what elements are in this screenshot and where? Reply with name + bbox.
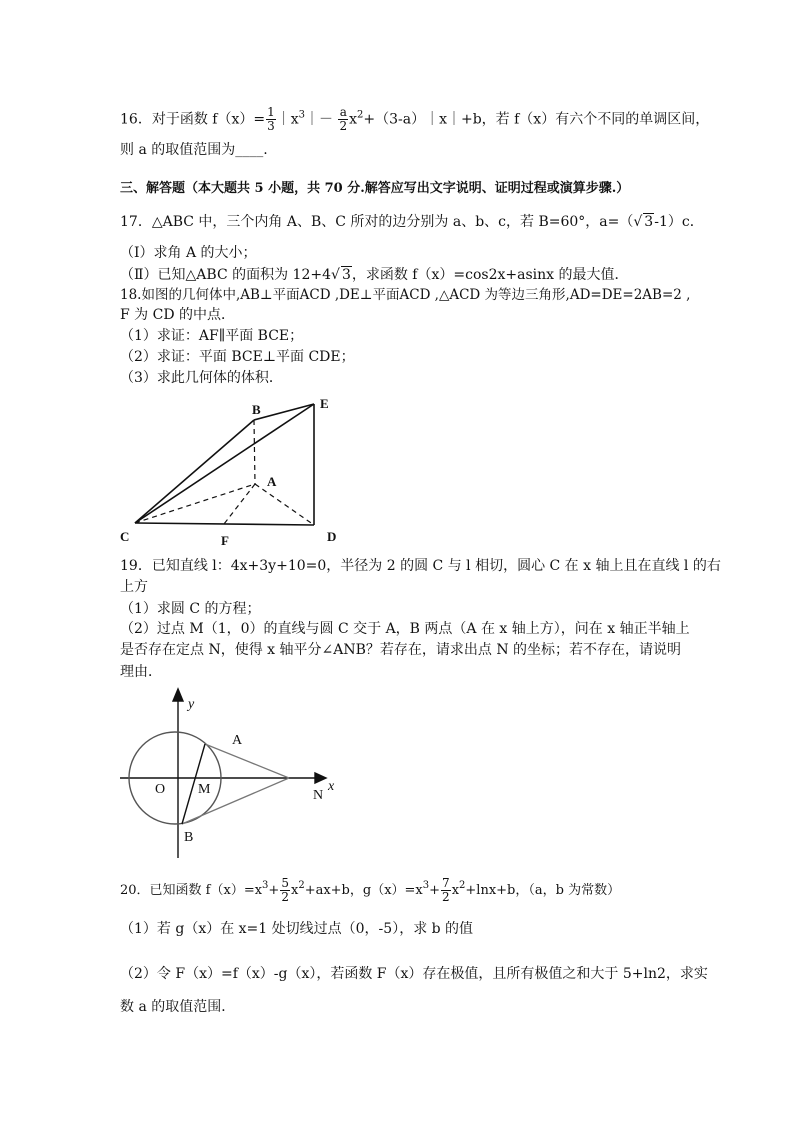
q16-exp2: 2 [357, 109, 364, 121]
q20-e2: 2 [298, 880, 305, 891]
label-x: x [328, 779, 335, 794]
q16-line2: 则 a 的取值范围为____. [120, 142, 268, 158]
q17-part2-sqrt: 3 [341, 267, 351, 283]
q20-mid1: x [290, 883, 299, 898]
label-E: E [320, 396, 329, 411]
q19-p1: （1）求圆 C 的方程； [120, 601, 261, 617]
q17-suffix: -1）c． [654, 214, 704, 230]
q16-exp3: 3 [298, 109, 305, 121]
q20-e4: 2 [459, 880, 466, 891]
q16-prefix: 16．对于函数 f（x）= [120, 111, 266, 128]
q16-f2-den: 2 [339, 119, 348, 133]
label-B2: B [184, 830, 194, 845]
q16-f2-num: a [339, 105, 347, 119]
q18-p1: （1）求证：AF∥平面 BCE； [120, 328, 304, 344]
q20-plus2: + [429, 883, 441, 898]
q20-f2-den: 2 [442, 890, 450, 904]
q17-part1: （Ⅰ）求角 A 的大小； [120, 245, 257, 261]
q20-plus1: + [268, 883, 280, 898]
q20-line1 [120, 877, 620, 904]
q19-p2c: 理由． [120, 664, 162, 680]
q20-fraction-1 [280, 877, 290, 904]
q19-p2b: 是否存在定点 N，使得 x 轴平分∠ANB？若存在，请求出点 N 的坐标；若不存在，请说明 [120, 642, 682, 658]
q17-sqrt: 3 [644, 214, 654, 230]
q20-suffix: +lnx+b，（a，b 为常数） [465, 883, 621, 898]
q19-line2: 上方 [120, 579, 148, 595]
q18-line1: 18.如图的几何体中,AB⊥平面ACD ,DE⊥平面ACD ,△ACD 为等边三角形,AD=DE=2AB=2 , [120, 287, 691, 303]
q18-p2: （2）求证：平面 BCE⊥平面 CDE； [120, 349, 355, 365]
label-A: A [267, 474, 277, 489]
q20-e1: 3 [262, 880, 269, 891]
label-B: B [252, 402, 261, 417]
x-axis-arrow [315, 773, 326, 783]
q20-fraction-2 [441, 877, 451, 904]
q20-p2b: 数 a 的取值范围． [120, 999, 236, 1015]
q16-f1-den: 3 [267, 119, 275, 133]
q20-mid3: x [451, 883, 460, 898]
label-O: O [155, 782, 166, 797]
q17-part2-prefix: （Ⅱ）已知△ABC 的面积为 12+4 [120, 267, 332, 283]
q20-mid2: +ax+b，g（x）=x [304, 883, 423, 898]
q19-line1: 19．已知直线 l：4x+3y+10=0，半径为 2 的圆 C 与 l 相切，圆心 C 在 x 轴上且在直线 l 的右 [120, 558, 721, 574]
q17-prefix: 17．△ABC 中，三个内角 A、B、C 所对的边分别为 a、b、c，若 B=60°，a=（ [120, 214, 634, 230]
q16-abs-open: ｜x [276, 111, 299, 128]
q17-part2-suffix: ，求函数 f（x）=cos2x+asinx 的最大值． [351, 267, 629, 283]
q17-line1: 17．△ABC 中，三个内角 A、B、C 所对的边分别为 a、b、c，若 B=60°，a=（√ 3-1）c． [120, 214, 704, 230]
label-M: M [198, 782, 211, 797]
q16-abs-close: ｜－ [305, 111, 333, 128]
label-y: y [188, 697, 195, 712]
q19-p2a: （2）过点 M（1，0）的直线与圆 C 交于 A，B 两点（A 在 x 轴上方），问在 x 轴正半轴上 [120, 621, 690, 637]
label-C: C [120, 529, 130, 544]
q20-f1-num: 5 [281, 876, 289, 890]
q16-suffix: +（3-a）｜x｜+b，若 f（x）有六个不同的单调区间， [363, 111, 710, 128]
section3-heading: 三、解答题（本大题共 5 小题，共 70 分.解答应写出文字说明、证明过程或演算步骤.） [120, 181, 630, 196]
q20-f1-den: 2 [281, 890, 289, 904]
q20-p1: （1）若 g（x）在 x=1 处切线过点（0，-5），求 b 的值 [120, 921, 474, 937]
q16-f1-num: 1 [267, 105, 275, 119]
label-A2: A [232, 733, 243, 748]
label-D: D [327, 529, 337, 544]
q20-e3: 3 [422, 880, 430, 891]
q20-prefix: 20．已知函数 f（x）=x [120, 883, 263, 898]
q18-line2: F 为 CD 的中点． [120, 307, 236, 323]
q17-part2: （Ⅱ）已知△ABC 的面积为 12+4√ 3，求函数 f（x）=cos2x+asinx 的最大值． [120, 267, 629, 283]
q16-x: x [349, 111, 357, 128]
y-axis-arrow [173, 689, 183, 701]
q18-p3: （3）求此几何体的体积． [120, 370, 283, 386]
label-N: N [313, 788, 324, 803]
q20-p2a: （2）令 F（x）=f（x）-g（x），若函数 F（x）存在极值，且所有极值之和大于 5+ln2，求实 [120, 966, 708, 982]
label-F: F [221, 533, 229, 548]
q20-f2-num: 7 [442, 876, 450, 890]
